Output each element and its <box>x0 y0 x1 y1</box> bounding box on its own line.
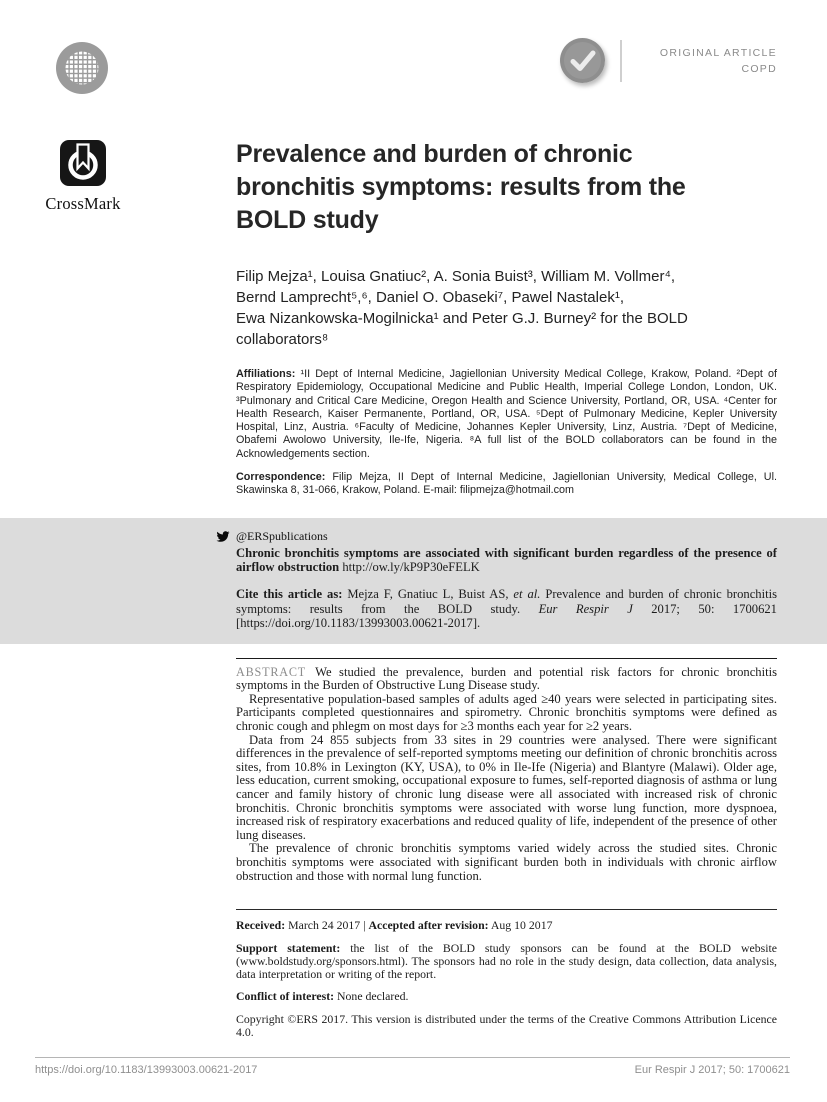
cite-label: Cite this article as: <box>236 587 343 602</box>
received-line <box>236 919 777 932</box>
check-badge-icon <box>560 38 605 83</box>
footnote-divider <box>236 909 777 910</box>
tweet-link[interactable]: http://ow.ly/kP9P30eFELK <box>342 560 480 575</box>
abstract-paragraph: Representative population-based samples of adults aged ≥40 years were selected in participating sites. Participants completed questionnaires and spirometry. Chronic bronchitis symptoms were defined as chronic cough and phlegm on most days for ≥3 months each year for ≥2 years. <box>236 691 777 734</box>
author-list <box>236 266 777 350</box>
masthead <box>560 38 777 83</box>
cite-journal: Eur Respir J <box>538 601 633 616</box>
author-line: Bernd Lamprecht⁵,⁶, Daniel O. Obaseki⁷, Pawel Nastalek¹, <box>236 289 624 306</box>
abstract-label: ABSTRACT <box>236 664 307 679</box>
support-text: the list of the BOLD study sponsors can be found at the BOLD website (www.boldstudy.org/sponsors.html). The sponsors had no role in the study design, data collection, data analysis, data interpretation or writing of the report. <box>236 940 777 982</box>
crossmark-icon <box>60 140 106 186</box>
received-separator: | <box>363 918 366 933</box>
abstract-section <box>236 658 777 884</box>
ers-logo-icon <box>56 42 108 94</box>
social-citation-box <box>0 518 827 644</box>
main-column <box>236 138 777 1039</box>
affiliations-text: ¹II Dept of Internal Medicine, Jagiellonian University Medical College, Krakow, Poland. ²Dept of Respiratory Epidemiology, Occupational Medicine and Public Health, Imperial College London, London, UK. ³Pulmonary and Critical Care Medicine, Oregon Health and Science University, Portland, OR, USA. ⁴Center for Health Research, Kaiser Permanente, Portland, OR, USA. ⁵Dept of Pulmonary Medicine, Kepler University Hospital, Linz, Austria. ⁶Faculty of Medicine, Johannes Kepler University, Linz, Austria. ⁷Dept of Medicine, Obafemi Awolowo University, Ile-Ife, Nigeria. ⁸A full list of the BOLD collaborators can be found in the Acknowledgements section. <box>236 368 778 460</box>
twitter-handle-row <box>236 529 777 544</box>
copyright-statement: Copyright ©ERS 2017. This version is distributed under the terms of the Creative Commons Attribution Licence 4.0. <box>236 1011 777 1039</box>
crossmark-button[interactable] <box>42 140 124 214</box>
article-title <box>236 138 777 237</box>
abstract-paragraph: The prevalence of chronic bronchitis symptoms varied widely across the studied sites. Chronic bronchitis symptoms were associated with significant burden both in individuals with chronic airflow obstruction and those with normal lung function. <box>236 841 777 883</box>
tweet-message: Chronic bronchitis symptoms are associated with significant burden regardless of the presence of airflow obstruction <box>236 545 777 575</box>
conflict-label: Conflict of interest: <box>236 989 335 1004</box>
correspondence <box>236 471 777 498</box>
citation-paragraph <box>236 587 777 630</box>
doi-link[interactable]: https://doi.org/10.1183/13993003.00621-2017 <box>35 1064 258 1076</box>
abstract-paragraph <box>236 666 777 693</box>
twitter-icon <box>215 530 231 543</box>
received-label: Received: <box>236 918 286 933</box>
cite-volume-doi: 2017; 50: 1700621 [https://doi.org/10.1183/13993003.00621-2017]. <box>236 601 777 631</box>
author-line: Ewa Nizankowska-Mogilnicka¹ and Peter G.J. Burney² for the BOLD <box>236 310 688 327</box>
cite-authors: Mejza F, Gnatiuc L, Buist AS, <box>347 587 509 602</box>
conflict-statement <box>236 990 777 1003</box>
affiliations-label: Affiliations: <box>236 368 296 380</box>
cite-etal: et al. <box>513 587 541 602</box>
accepted-label: Accepted after revision: <box>368 918 489 933</box>
article-category: ORIGINAL ARTICLE <box>659 46 777 59</box>
support-label: Support statement: <box>236 940 341 955</box>
tweet-text <box>236 546 777 575</box>
cite-title: Prevalence and burden of chronic bronchitis symptoms: results from the BOLD study. <box>236 587 777 616</box>
author-line: Filip Mejza¹, Louisa Gnatiuc², A. Sonia Buist³, William M. Vollmer⁴, <box>236 268 676 285</box>
masthead-text <box>637 45 777 77</box>
conflict-text: None declared. <box>337 989 409 1004</box>
twitter-handle[interactable]: @ERSpublications <box>236 528 328 543</box>
article-subcategory: COPD <box>741 62 777 75</box>
correspondence-label: Correspondence: <box>236 471 326 484</box>
correspondence-text: Filip Mejza, II Dept of Internal Medicine, Jagiellonian University, Medical College, Ul. Skawinska 8, 31-066, Krakow, Poland. E-mail: filipmejza@hotmail.com <box>236 471 777 497</box>
ers-journal-logo <box>56 42 108 94</box>
author-line: collaborators⁸ <box>236 331 329 348</box>
crossmark-label: CrossMark <box>45 194 121 213</box>
accepted-date: Aug 10 2017 <box>490 918 553 933</box>
received-date: March 24 2017 <box>288 918 361 933</box>
masthead-divider <box>620 40 622 82</box>
affiliations <box>236 368 777 461</box>
title-line: bronchitis symptoms: results from the <box>236 173 686 201</box>
title-line: BOLD study <box>236 206 379 234</box>
page-footer <box>35 1057 790 1076</box>
abstract-p1: We studied the prevalence, burden and potential risk factors for chronic bronchitis symptoms in the Burden of Obstructive Lung Disease study. <box>236 664 777 693</box>
abstract-paragraph: Data from 24 855 subjects from 33 sites in 29 countries were analysed. There were significant differences in the prevalence of self-reported symptoms meeting our definition of chronic bronchitis across sites, from 10.8% in Lexington (KY, USA), to 0% in Ile-Ife (Nigeria) and Blantyre (Malawi). Older age, less education, current smoking, occupational exposure to fumes, self-reported diagnosis of asthma or lung cancer and family history of chronic lung disease were all associated with increased risk of chronic bronchitis. Chronic bronchitis symptoms were associated with worse lung function, more dyspnoea, increased risk of respiratory exacerbations and reduced quality of life, independent of the presence of other lung diseases. <box>236 732 777 842</box>
support-statement <box>236 942 777 982</box>
footnotes-section <box>236 909 777 1039</box>
title-line: Prevalence and burden of chronic <box>236 140 633 168</box>
journal-citation: Eur Respir J 2017; 50: 1700621 <box>634 1064 790 1076</box>
